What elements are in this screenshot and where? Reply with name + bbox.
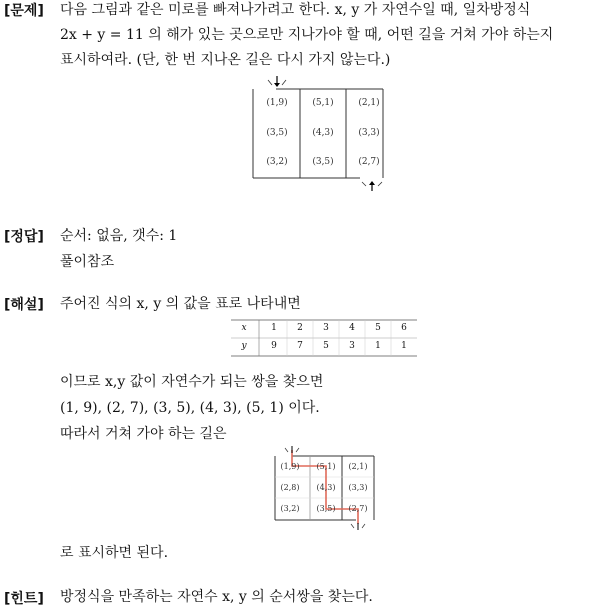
maze-cell-r3c1: (3,2) xyxy=(266,157,288,167)
table-x-cell: 2 xyxy=(297,323,303,333)
table-x-cell: 5 xyxy=(375,323,381,333)
maze-cell-r1c1: (1,9) xyxy=(266,98,288,108)
table-x-cell: 4 xyxy=(349,323,355,333)
maze-figure xyxy=(250,76,390,191)
maze-cell-r3c3: (2,7) xyxy=(358,157,380,167)
table-x-cell: 6 xyxy=(401,323,407,333)
explanation-line-1: 이므로 x,y 값이 자연수가 되는 쌍을 찾으면 xyxy=(60,374,324,390)
solution-cell-r3c2: (3,5) xyxy=(316,504,336,513)
table-y-cell: 1 xyxy=(375,341,381,351)
table-x-cell: 3 xyxy=(323,323,329,333)
solution-cell-r2c1: (2,8) xyxy=(280,483,300,492)
explanation-line-3: 따라서 거쳐 가야 하는 길은 xyxy=(60,426,227,442)
table-y-cell: 1 xyxy=(401,341,407,351)
maze-cell-r2c3: (3,3) xyxy=(358,128,380,138)
answer-tag: [정답] xyxy=(4,229,44,245)
solution-cell-r2c2: (4,3) xyxy=(316,483,336,492)
solution-cell-r1c3: (2,1) xyxy=(348,462,368,471)
table-y-cell: 9 xyxy=(271,341,277,351)
maze-cell-r1c3: (2,1) xyxy=(358,98,380,108)
solution-cell-r1c1: (1,9) xyxy=(280,462,300,471)
hint-tag: [힌트] xyxy=(4,591,44,607)
solution-maze-figure xyxy=(270,446,380,530)
table-header-x: x xyxy=(241,323,247,333)
explanation-line-4: 로 표시하면 된다. xyxy=(60,545,169,561)
maze-cell-r1c2: (5,1) xyxy=(312,98,334,108)
maze-cell-r3c2: (3,5) xyxy=(312,157,334,167)
table-y-cell: 3 xyxy=(349,341,355,351)
table-y-cell: 5 xyxy=(323,341,329,351)
problem-line-3: 표시하여라. (단, 한 번 지나온 길은 다시 가지 않는다.) xyxy=(60,52,391,68)
answer-line-2: 풀이참조 xyxy=(60,254,115,270)
table-x-cell: 1 xyxy=(271,323,277,333)
problem-line-1: 다음 그림과 같은 미로를 빠져나가려고 한다. x, y 가 자연수일 때, 일차방정식 xyxy=(60,2,531,18)
explanation-line-2: (1, 9), (2, 7), (3, 5), (4, 3), (5, 1) 이다. xyxy=(60,400,320,416)
explanation-intro: 주어진 식의 x, y 의 값을 표로 나타내면 xyxy=(60,296,301,312)
maze-cell-r2c2: (4,3) xyxy=(312,128,334,138)
maze-cell-r2c1: (3,5) xyxy=(266,128,288,138)
solution-cell-r3c1: (3,2) xyxy=(280,504,300,513)
table-header-y: y xyxy=(241,341,247,351)
table-y-cell: 7 xyxy=(297,341,303,351)
solution-cell-r2c3: (3,3) xyxy=(348,483,368,492)
problem-tag: [문제] xyxy=(4,3,44,19)
value-table xyxy=(231,319,417,359)
answer-line-1: 순서: 없음, 갯수: 1 xyxy=(60,228,178,244)
problem-line-2: 2x + y = 11 의 해가 있는 곳으로만 지나가야 할 때, 어떤 길을 거쳐 가야 하는지 xyxy=(60,27,554,43)
explanation-tag: [해설] xyxy=(4,297,44,313)
solution-cell-r1c2: (5,1) xyxy=(316,462,336,471)
hint-text: 방정식을 만족하는 자연수 x, y 의 순서쌍을 찾는다. xyxy=(60,589,373,605)
solution-cell-r3c3: (2,7) xyxy=(348,504,368,513)
